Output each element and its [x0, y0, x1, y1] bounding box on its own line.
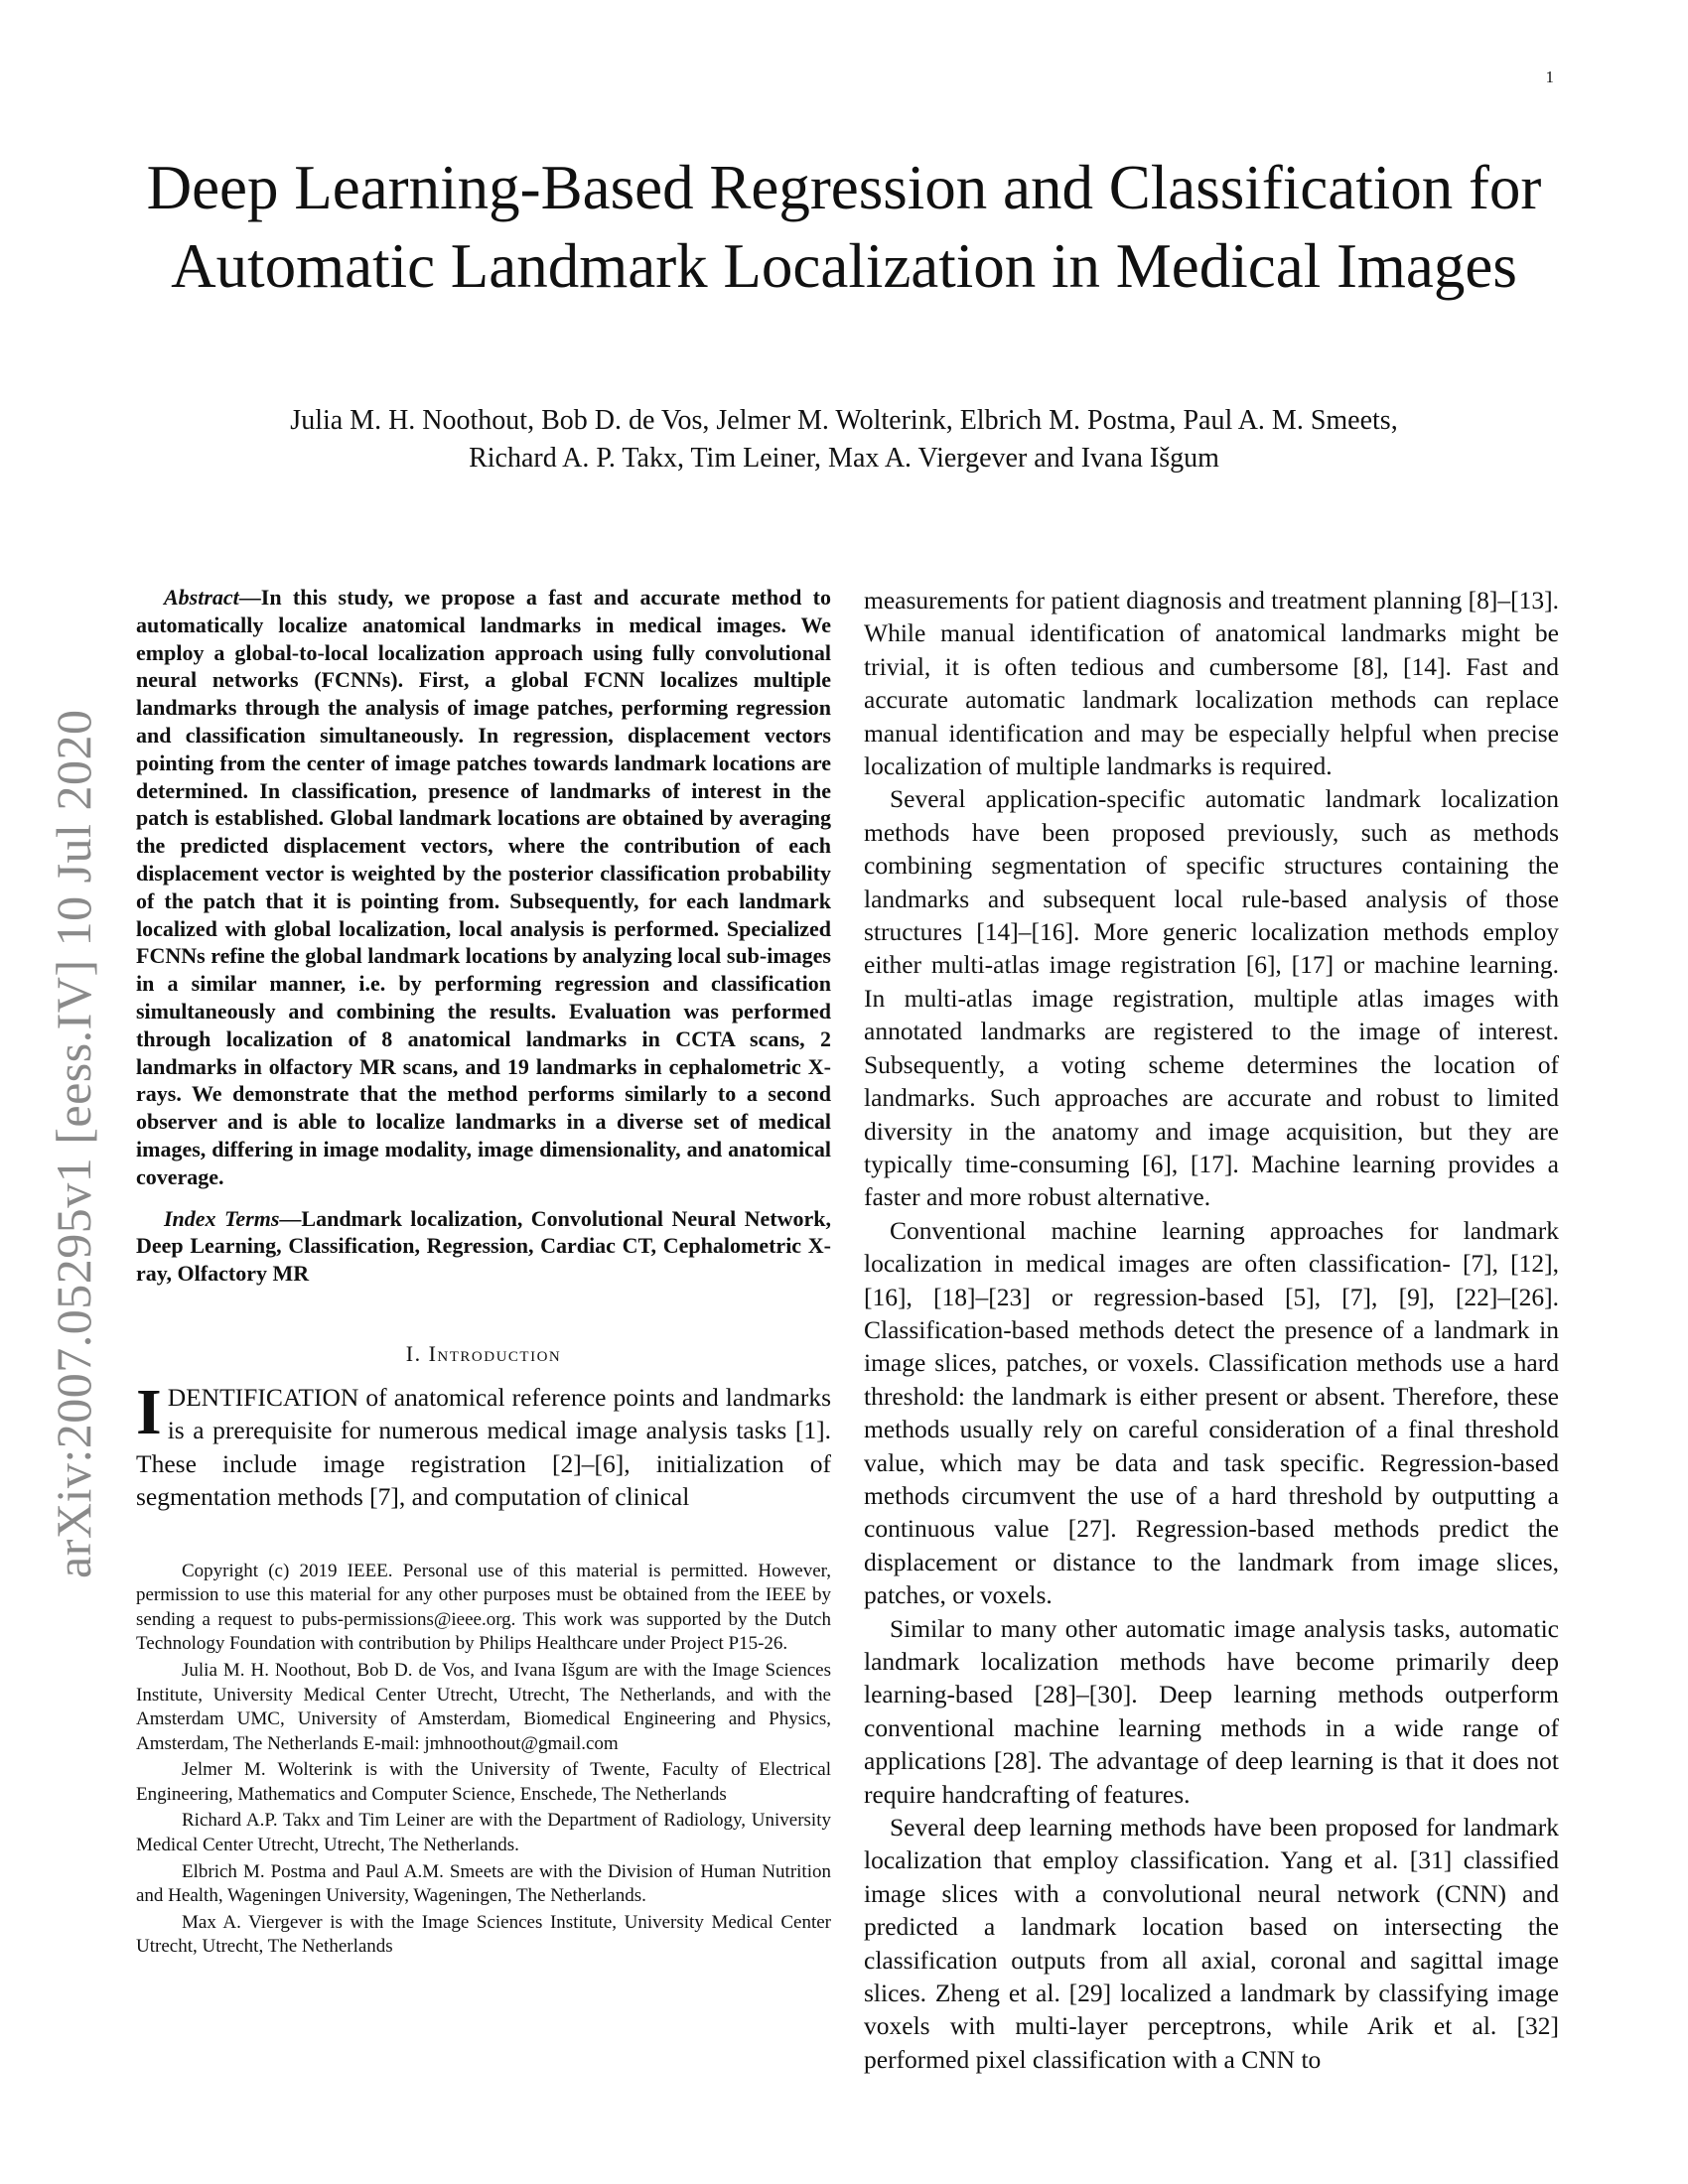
abstract [136, 584, 831, 1191]
footnote-affiliation: Max A. Viergever is with the Image Sciences Institute, University Medical Center Utrecht, Utrecht, The Netherlands [136, 1911, 831, 1958]
footnote-affiliation: Elbrich M. Postma and Paul A.M. Smeets are with the Division of Human Nutrition and Health, Wageningen University, Wageningen, The Netherlands. [136, 1860, 831, 1907]
paper-title: Deep Learning-Based Regression and Classification for Automatic Landmark Localization in Medical Images [146, 153, 1542, 301]
abstract-lead: Abstract [164, 585, 239, 610]
footnote-copyright: Copyright (c) 2019 IEEE. Personal use of this material is permitted. However, permission to use this material for any other purposes must be obtained from the IEEE by sending a request to pubs-permissions@ieee.org. This work was supported by the Dutch Technology Foundation with contribution by Philips Healthcare under Project P15-26. [136, 1560, 831, 1655]
body-paragraph: measurements for patient diagnosis and treatment planning [8]–[13]. While manual identification of anatomical landmarks might be trivial, it is often tedious and cumbersome [8], [14]. Fast and accurate automatic landmark localization methods can replace manual identification and may be especially helpful when precise localization of multiple landmarks is required. [864, 586, 1559, 781]
left-column [136, 584, 831, 1962]
index-terms [136, 1205, 831, 1288]
body-paragraph: Several deep learning methods have been proposed for landmark localization that employ classification. Yang et al. [31] classified image slices with a convolutional neural network (CNN) and predicted a landmark location based on intersecting the classification outputs from all axial, coronal and sagittal image slices. Zheng et al. [29] localized a landmark by classifying image voxels with multi-layer perceptrons, while Arik et al. [32] performed pixel classification with a CNN to [864, 1813, 1559, 2074]
intro-text: DENTIFICATION of anatomical reference points and landmarks is a prerequisite for numerous medical image analysis tasks [1]. These include image registration [2]–[6], initialization of segmentation methods [7], and computation of clinical [136, 1382, 831, 1512]
drop-cap: I [136, 1375, 162, 1448]
body-paragraph: Conventional machine learning approaches for landmark localization in medical images are often classification- [7], [12], [16], [18]–[23] or regression-based [5], [7], [9], [22]–[26]. Classification-based methods detect the presence of a landmark in image slices, patches, or voxels. Classification methods use a hard threshold: the landmark is either present or absent. Therefore, these methods usually rely on careful consideration of a final threshold value, which may be data and task specific. Regression-based methods circumvent the use of a hard threshold by outputting a continuous value [27]. Regression-based methods predict the displacement or distance to the landmark from image slices, patches, or voxels. [864, 1215, 1559, 1610]
arxiv-stamp: arXiv:2007.05295v1 [eess.IV] 10 Jul 2020 [46, 709, 101, 1578]
section-number: I. [405, 1340, 422, 1366]
index-terms-lead: Index Terms [164, 1205, 280, 1231]
section-heading [136, 1341, 831, 1367]
footnote-affiliation: Julia M. H. Noothout, Bob D. de Vos, and Ivana Išgum are with the Image Sciences Institute, University Medical Center Utrecht, Utrecht, The Netherlands, and with the Amsterdam UMC, University of Amsterdam, Biomedical Engineering and Physics, Amsterdam, The Netherlands E-mail: jmhnoothout@gmail.com [136, 1659, 831, 1754]
abstract-text: —In this study, we propose a fast and accurate method to automatically localize anatomical landmarks in medical images. We employ a global-to-local localization approach using fully convolutional neural networks (FCNNs). First, a global FCNN localizes multiple landmarks through the analysis of image patches, performing regression and classification simultaneously. In regression, displacement vectors pointing from the center of image patches towards landmark locations are determined. In classification, presence of landmarks of interest in the patch is established. Global landmark locations are obtained by averaging the predicted displacement vectors, where the contribution of each displacement vector is weighted by the posterior classification probability of the patch that it is pointing from. Subsequently, for each landmark localized with global localization, local analysis is performed. Specialized FCNNs refine the global landmark locations by analyzing local sub-images in a similar manner, i.e. by performing regression and classification simultaneously and combining the results. Evaluation was performed through localization of 8 anatomical landmarks in CCTA scans, 2 landmarks in olfactory MR scans, and 19 landmarks in cephalometric X-rays. We demonstrate that the method performs similarly to a second observer and is able to localize landmarks in a diverse set of medical images, differing in image modality, image dimensionality, and anatomical coverage. [136, 585, 831, 1189]
index-terms-text: —Landmark localization, Convolutional Neural Network, Deep Learning, Classification, Regression, Cardiac CT, Cephalometric X-ray, Olfactory MR [136, 1205, 831, 1287]
section-title: Introduction [428, 1340, 562, 1366]
author-list [149, 402, 1539, 478]
footnotes [136, 1560, 831, 1961]
right-column [864, 584, 1559, 2076]
footnote-affiliation: Richard A.P. Takx and Tim Leiner are with the Department of Radiology, University Medical Center Utrecht, Utrecht, The Netherlands. [136, 1810, 831, 1856]
intro-paragraph [136, 1375, 831, 1514]
footnote-affiliation: Jelmer M. Wolterink is with the University of Twente, Faculty of Electrical Engineering, Mathematics and Computer Science, Enschede, The Netherlands [136, 1759, 831, 1805]
page-number: 1 [1545, 68, 1554, 86]
body-paragraph: Similar to many other automatic image analysis tasks, automatic landmark localization methods have become primarily deep learning-based [28]–[30]. Deep learning methods outperform conventional machine learning methods in a wide range of applications [28]. The advantage of deep learning is that it does not require handcrafting of features. [864, 1613, 1559, 1809]
authors-line-2: Richard A. P. Takx, Tim Leiner, Max A. Viergever and Ivana Išgum [469, 443, 1219, 474]
authors-line-1: Julia M. H. Noothout, Bob D. de Vos, Jelmer M. Wolterink, Elbrich M. Postma, Paul A. M. Smeets, [290, 405, 1398, 436]
body-paragraph: Several application-specific automatic landmark localization methods have been proposed previously, such as methods combining segmentation of specific structures containing the landmarks and subsequent local rule-based analysis of those structures [14]–[16]. More generic localization methods employ either multi-atlas image registration [6], [17] or machine learning. In multi-atlas image registration, multiple atlas images with annotated landmarks are registered to the image of interest. Subsequently, a voting scheme determines the location of landmarks. Such approaches are accurate and robust to limited diversity in the anatomy and image acquisition, but they are typically time-consuming [6], [17]. Machine learning provides a faster and more robust alternative. [864, 784, 1559, 1212]
